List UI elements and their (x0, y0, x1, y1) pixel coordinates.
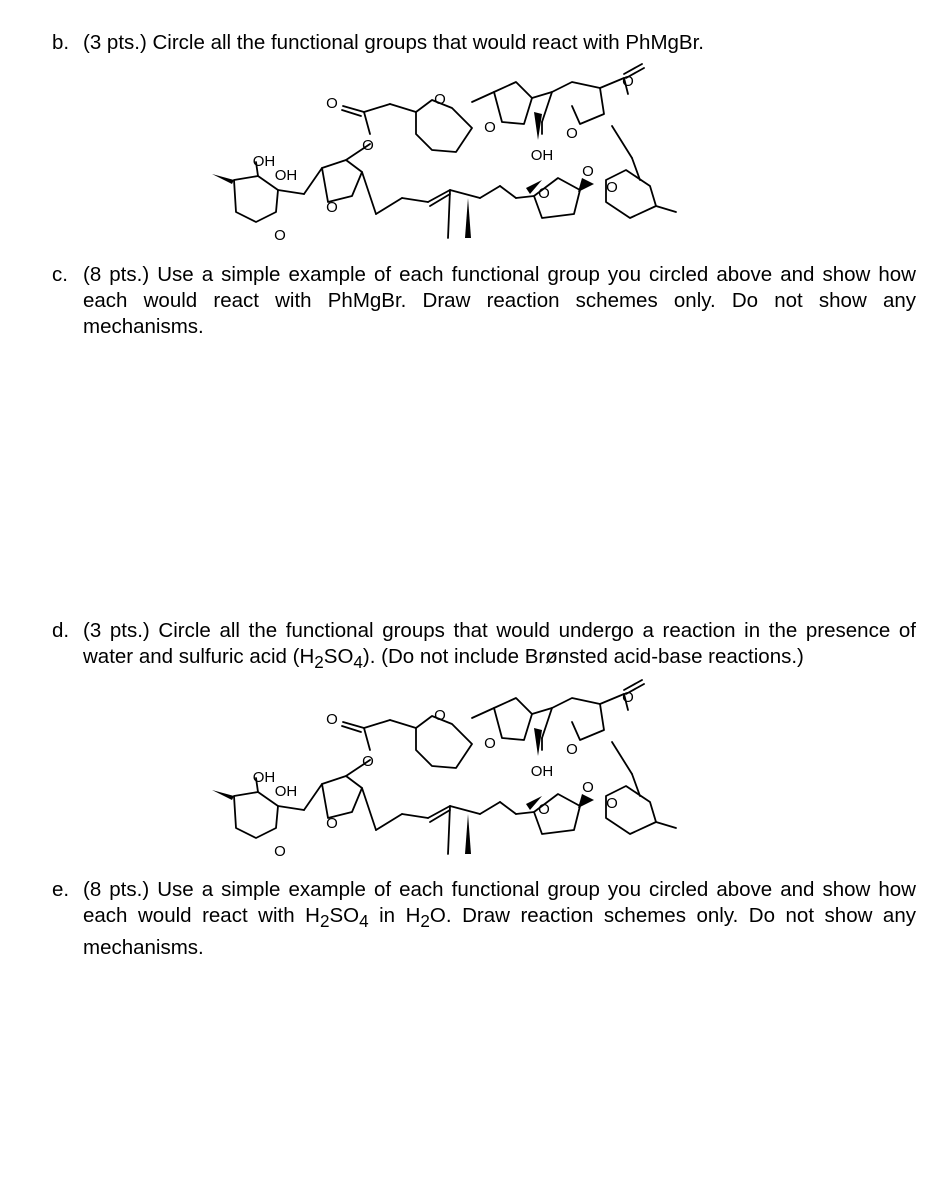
hydroxyl-label: OH (252, 153, 276, 170)
carbonyl-oxygen: O (622, 689, 634, 706)
hydroxyl-label: OH (530, 763, 554, 780)
question-letter: e. (52, 878, 70, 901)
furan-oxygen: O (538, 801, 550, 818)
molecule-structure (180, 62, 740, 242)
carbonyl-oxygen: O (326, 95, 338, 112)
pyran-oxygen: O (274, 843, 286, 858)
question-letter: b. (52, 31, 70, 54)
pyran-oxygen: O (434, 707, 446, 724)
question-letter: c. (52, 263, 68, 286)
furan-oxygen: O (606, 179, 618, 196)
question-letter: d. (52, 619, 70, 642)
pyran-oxygen: O (434, 91, 446, 108)
carbonyl-oxygen: O (326, 711, 338, 728)
question-b (52, 30, 916, 56)
question-d (52, 618, 916, 676)
question-c (52, 262, 916, 340)
pyran-oxygen: O (274, 227, 286, 242)
furan-oxygen: O (606, 795, 618, 812)
ester-oxygen: O (362, 753, 374, 770)
ether-oxygen: O (582, 779, 594, 796)
furan-oxygen: O (566, 741, 578, 758)
hydroxyl-label: OH (252, 769, 276, 786)
question-text: (3 pts.) Circle all the functional groups that would react with PhMgBr. (83, 31, 704, 54)
question-text: (8 pts.) Use a simple example of each functional group you circled above and show how each would react with $H_2SO_4$ in $H_2O$. Draw reaction schemes only. Do not show any mechanisms. (83, 878, 916, 960)
furan-oxygen: O (326, 815, 338, 832)
ether-oxygen: O (582, 163, 594, 180)
hydroxyl-label: OH (274, 783, 298, 800)
furan-oxygen: O (566, 125, 578, 142)
question-text: (8 pts.) Use a simple example of each functional group you circled above and show how each would react with PhMgBr. Draw reaction schemes only. Do not show any mechanisms. (83, 263, 916, 338)
ester-oxygen: O (362, 137, 374, 154)
molecule-structure (180, 678, 740, 858)
furan-oxygen: O (326, 199, 338, 216)
carbonyl-oxygen: O (622, 73, 634, 90)
question-e (52, 877, 916, 961)
furan-oxygen: O (484, 119, 496, 136)
question-text: (3 pts.) Circle all the functional groups that would undergo a reaction in the presence of water and sulfuric acid $(H_2SO_4)$. (Do not include Brønsted acid-base reactions.) (83, 619, 916, 673)
furan-oxygen: O (484, 735, 496, 752)
furan-oxygen: O (538, 185, 550, 202)
hydroxyl-label: OH (274, 167, 298, 184)
hydroxyl-label: OH (530, 147, 554, 164)
